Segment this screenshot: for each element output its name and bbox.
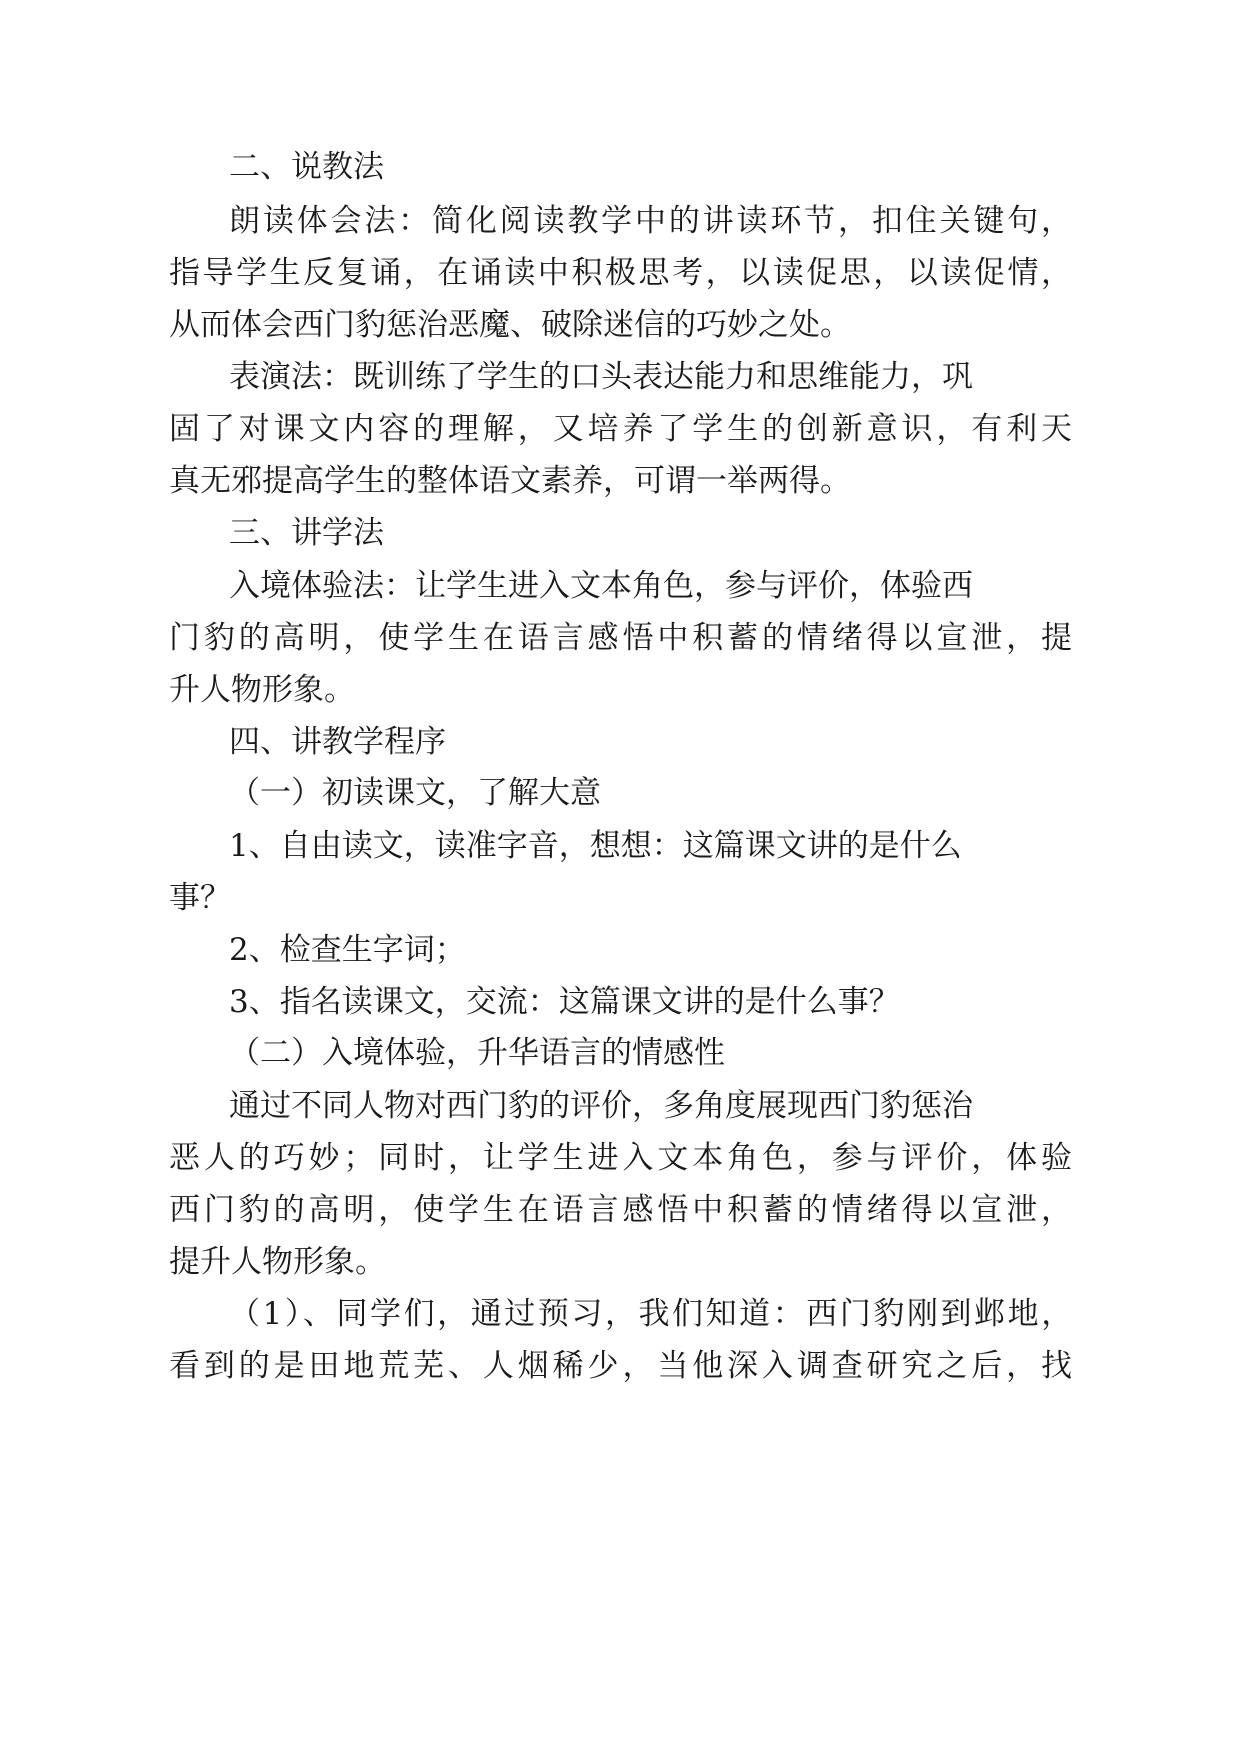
subsection-title: （一）初读课文，了解大意: [229, 775, 601, 811]
paragraph-line: 恶人的巧妙；同时，让学生进入文本角色，参与评价，体验: [169, 1140, 1076, 1176]
paragraph-line: 指导学生反复诵，在诵读中积极思考，以读促思，以读促情，: [169, 255, 1075, 291]
paragraph-line: 升人物形象。: [169, 672, 355, 708]
paragraph-line: 表演法：既训练了学生的口头表达能力和思维能力，巩: [229, 359, 973, 395]
paragraph-line: 2、检查生字词；: [229, 932, 466, 968]
paragraph-line: 通过不同人物对西门豹的评价，多角度展现西门豹惩治: [229, 1088, 973, 1124]
paragraph-line: 固了对课文内容的理解，又培养了学生的创新意识，有利天: [169, 411, 1076, 447]
paragraph-line: 1、自由读文，读准字音，想想：这篇课文讲的是什么: [229, 828, 962, 864]
paragraph-line: 看到的是田地荒芜、人烟稀少，当他深入调查研究之后，找: [169, 1348, 1076, 1384]
paragraph-line: 门豹的高明，使学生在语言感悟中积蓄的情绪得以宣泄，提: [169, 620, 1076, 656]
section-heading-procedure: 四、讲教学程序: [229, 724, 446, 760]
paragraph-line: 朗读体会法：简化阅读教学中的讲读环节，扣住关键句，: [229, 203, 1075, 239]
paragraph-line: 入境体验法：让学生进入文本角色，参与评价，体验西: [229, 568, 973, 604]
paragraph-line: 事？: [169, 880, 231, 916]
paragraph-line: 3、指名读课文，交流：这篇课文讲的是什么事？: [229, 984, 900, 1020]
paragraph-line: 从而体会西门豹惩治恶魔、破除迷信的巧妙之处。: [169, 307, 851, 343]
paragraph-line: （1）、同学们，通过预习，我们知道：西门豹刚到邺地，: [229, 1296, 1075, 1332]
paragraph-line: 真无邪提高学生的整体语文素养，可谓一举两得。: [169, 463, 851, 499]
paragraph-line: 提升人物形象。: [169, 1244, 386, 1280]
section-heading-learning-methods: 三、讲学法: [229, 515, 384, 551]
paragraph-line: 西门豹的高明，使学生在语言感悟中积蓄的情绪得以宣泄，: [169, 1192, 1076, 1228]
subsection-title: （二）入境体验，升华语言的情感性: [229, 1035, 725, 1071]
section-heading-teaching-methods: 二、说教法: [229, 149, 384, 185]
